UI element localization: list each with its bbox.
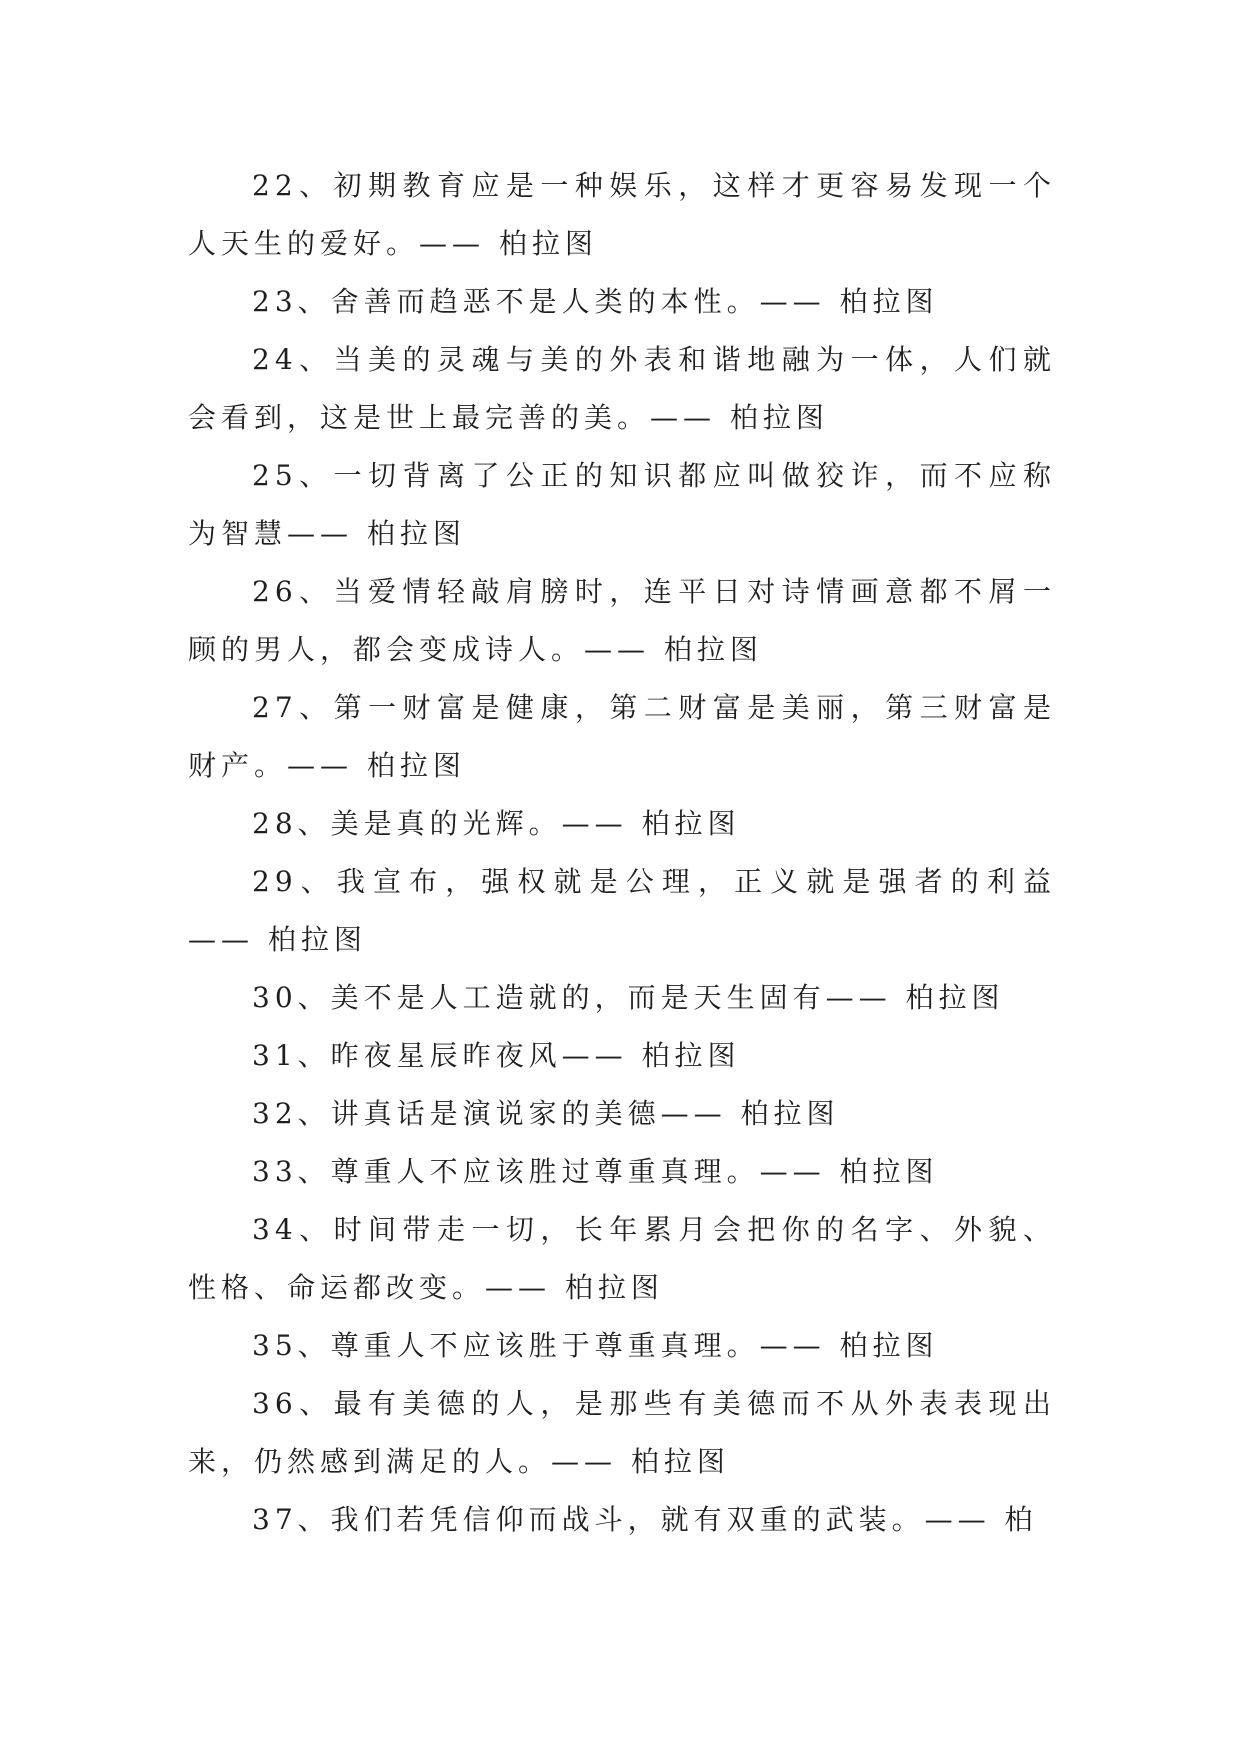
quote-paragraph: 27、第一财富是健康，第二财富是美丽，第三财富是财产。—— 柏拉图 — [188, 691, 1056, 782]
quote-paragraph: 37、我们若凭信仰而战斗，就有双重的武装。—— 柏 — [252, 1503, 1038, 1536]
quote-paragraph: 33、尊重人不应该胜过尊重真理。—— 柏拉图 — [252, 1155, 939, 1188]
quote-paragraph: 30、美不是人工造就的，而是天生固有—— 柏拉图 — [252, 981, 1005, 1014]
quote-paragraph: 36、最有美德的人，是那些有美德而不从外表表现出来，仍然感到满足的人。—— 柏拉图 — [188, 1387, 1056, 1478]
quote-paragraph: 23、舍善而趋恶不是人类的本性。—— 柏拉图 — [252, 285, 939, 318]
quote-paragraph: 24、当美的灵魂与美的外表和谐地融为一体，人们就会看到，这是世上最完善的美。—— 柏拉图 — [188, 343, 1056, 434]
quote-paragraph: 28、美是真的光辉。—— 柏拉图 — [252, 807, 741, 840]
quote-paragraph: 34、时间带走一切，长年累月会把你的名字、外貌、性格、命运都改变。—— 柏拉图 — [188, 1213, 1056, 1304]
quote-paragraph: 26、当爱情轻敲肩膀时，连平日对诗情画意都不屑一顾的男人，都会变成诗人。—— 柏拉图 — [188, 575, 1056, 666]
quote-paragraph: 25、一切背离了公正的知识都应叫做狡诈，而不应称为智慧—— 柏拉图 — [188, 459, 1056, 550]
quote-paragraph: 29、我宣布，强权就是公理，正义就是强者的利益—— 柏拉图 — [188, 865, 1056, 956]
quote-paragraph: 35、尊重人不应该胜于尊重真理。—— 柏拉图 — [252, 1329, 939, 1362]
quote-paragraph: 31、昨夜星辰昨夜风—— 柏拉图 — [252, 1039, 741, 1072]
quote-paragraph: 22、初期教育应是一种娱乐，这样才更容易发现一个人天生的爱好。—— 柏拉图 — [188, 169, 1056, 260]
quote-paragraph: 32、讲真话是演说家的美德—— 柏拉图 — [252, 1097, 840, 1130]
document-body — [188, 157, 1056, 1549]
